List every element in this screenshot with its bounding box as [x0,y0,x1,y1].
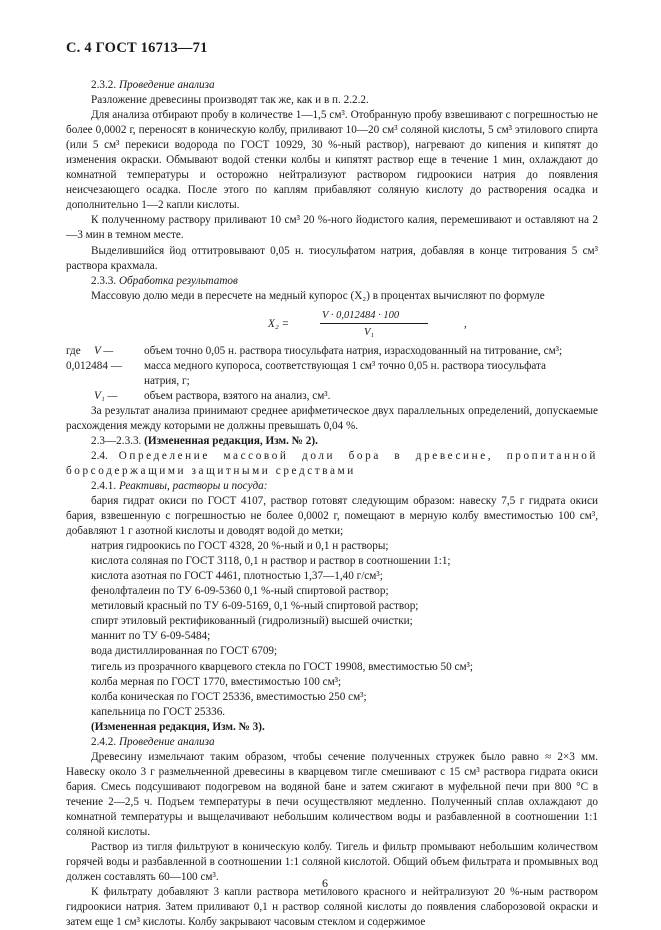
definition-symbol: V — [94,344,114,357]
formula-lhs: X₂ = [268,317,290,330]
reagent-item: кислота соляная по ГОСТ 3118, 0,1 н раствор и раствор в соотношении 1:1; [91,555,451,568]
definition-constant [66,359,598,389]
paragraph: Для анализа отбирают пробу в количестве 1—1,5 см³. Отобранную пробу взвешивают с погрешностью не более 0,0002 г, переносят в коническую колбу, приливают 10—20 см³ соляной кислоты, 5 см³ этилового спирта (или 5 см³ перекиси водорода по ГОСТ 10929, 30 %-ный раствор), нагревают до кипения и кипятят до изменения окраски. Обмывают водой стенки колбы и кипятят раствор еще в течение 1 мин, охлаждают до комнатной температуры и осторожно нейтрализуют раствором гидроокиси натрия до появления неисчезающего осадка. После этого по каплям прибавляют соляную кислоту до растворения осадка и дополнительно 1—2 капли кислоты. [66,109,598,212]
section-2-4-heading [66,449,598,479]
definition-symbol: V₁ — [94,389,118,402]
page-number: 6 [322,876,328,890]
reagent-item: капельница по ГОСТ 25336. [91,705,226,718]
reagent-item: тигель из прозрачного кварцевого стекла по ГОСТ 19908, вместимостью 50 см³; [91,660,474,673]
paragraph: Разложение древесины производят так же, как и в п. 2.2.2. [91,94,369,107]
where-label: где [66,344,81,357]
paragraph: Выделившийся йод оттитровывают 0,05 н. тиосульфатом натрия, добавляя в конце титрования 5 см³ раствора крахмала. [66,244,598,272]
definition-v [66,344,598,359]
reagent-item: спирт этиловый ректификованный (гидролизный) высшей очистки; [91,615,413,628]
section-number: 2.3.3. [91,274,117,287]
section-number: 2.4. [91,449,108,462]
section-number: 2.4.2. [91,735,117,748]
section-2-4-2-heading [66,735,598,750]
paragraph: К фильтрату добавляют 3 капли раствора метилового красного и нейтрализуют 20 %-ным раствором гидроокиси натрия. Затем приливают 0,1 н раствор соляной кислоты до появления слаборозовой окраски и затем еще 1 см³ кислоты. Колбу закрывают часовым стеклом и содержимое [66,886,598,929]
amendment-note [66,434,598,449]
document-body [66,78,598,930]
section-number: 2.4.1. [91,479,117,492]
definition-v1 [66,389,598,404]
section-title: Определение массовой доли бора в древесине, пропитанной борсодержащими защитными средствами [66,449,599,477]
reagent-item: вода дистиллированная по ГОСТ 6709; [91,645,278,658]
reagent-item: кислота азотная по ГОСТ 4461, плотностью 1,37—1,40 г/см³; [91,570,383,583]
reagent-item: маннит по ТУ 6-09-5484; [91,630,211,643]
definition-text: масса медного купороса, соответствующая 1 см³ точно 0,05 н. раствора тиосульфата [144,359,547,372]
formula-numerator: V · 0,012484 · 100 [322,309,400,321]
reagent-item: метиловый красный по ТУ 6-09-5169, 0,1 %-ный спиртовой раствор; [91,600,419,613]
amendment-note: (Измененная редакция, Изм. № 3). [91,720,265,733]
paragraph: Массовую долю меди в пересчете на медный купорос (X₂) в процентах вычисляют по формуле [91,289,545,302]
paragraph: Раствор из тигля фильтруют в коническую колбу. Тигель и фильтр промывают небольшим количеством горячей воды и разбавленной в соотношении 1:1 соляной кислотой. Общий объем фильтрата и промывных вод должен составлять 60—100 см³. [66,841,598,884]
formula-denominator: V₁ [364,326,375,338]
fraction-bar [320,323,428,324]
section-title: Реактивы, растворы и посуда: [118,479,268,492]
section-2-3-2-heading [66,78,598,93]
paragraph: К полученному раствору приливают 10 см³ 20 %-ного йодистого калия, перемешивают и оставляют на 2—3 мин в темном месте. [66,214,598,242]
reagent-item: колба коническая по ГОСТ 25336, вместимостью 250 см³; [91,690,367,703]
amendment-range: 2.3—2.3.3. [91,434,142,447]
definition-text-continued: натрия, г; [144,374,190,387]
definition-symbol: 0,012484 — [66,359,122,372]
definition-text: объем раствора, взятого на анализ, см³. [144,389,331,402]
reagent-item: натрия гидроокись по ГОСТ 4328, 20 %-ный и 0,1 н растворы; [91,540,389,553]
paragraph: За результат анализа принимают среднее арифметическое двух параллельных определений, допускаемые расхождения между которыми не должны превышать 0,04 %. [66,404,598,432]
section-2-3-3-heading [66,274,598,289]
amendment-text: (Измененная редакция, Изм. № 2). [144,434,318,447]
section-number: 2.3.2. [91,79,117,91]
formula-x2 [66,304,598,344]
reagent-item: бария гидрат окиси по ГОСТ 4107, раствор готовят следующим образом: навеску 7,5 г гидрата окиси бария, взвешенную с погрешностью не более 0,0002 г, помещают в мерную колбу вместимостью 100 см³, добавляют 1 г азотной кислоты и доводят водой до метки; [66,494,598,538]
definition-text: объем точно 0,05 н. раствора тиосульфата натрия, израсходованный на титрование, см³; [144,344,563,357]
section-title: Проведение анализа [118,735,215,748]
reagent-item: колба мерная по ГОСТ 1770, вместимостью 100 см³; [91,675,342,688]
section-title: Проведение анализа [118,79,215,91]
formula-comma: , [464,317,467,330]
section-title: Обработка результатов [118,274,238,287]
page-header: С. 4 ГОСТ 16713—71 [66,40,208,56]
reagent-item: фенолфталеин по ТУ 6-09-5360 0,1 %-ный спиртовой раствор; [91,585,389,598]
paragraph: Древесину измельчают таким образом, чтобы сечение полученных стружек было равно ≈ 2×3 мм. Навеску около 3 г размельченной древесины в кварцевом тигле смешивают с 15 см³ раствора гидрата окиси бария. Смесь подсушивают подогревом на водяной бане и затем сжигают в муфельной печи при 800 °С в течение 2—2,5 ч. Подъем температуры в печи осуществляют медленно. Полученный сплав охлаждают до комнатной температуры и выщелачивают небольшим количеством воды и разбавленной в соотношении 1:1 соляной кислоты. [66,750,598,839]
section-2-4-1-heading [66,479,598,494]
